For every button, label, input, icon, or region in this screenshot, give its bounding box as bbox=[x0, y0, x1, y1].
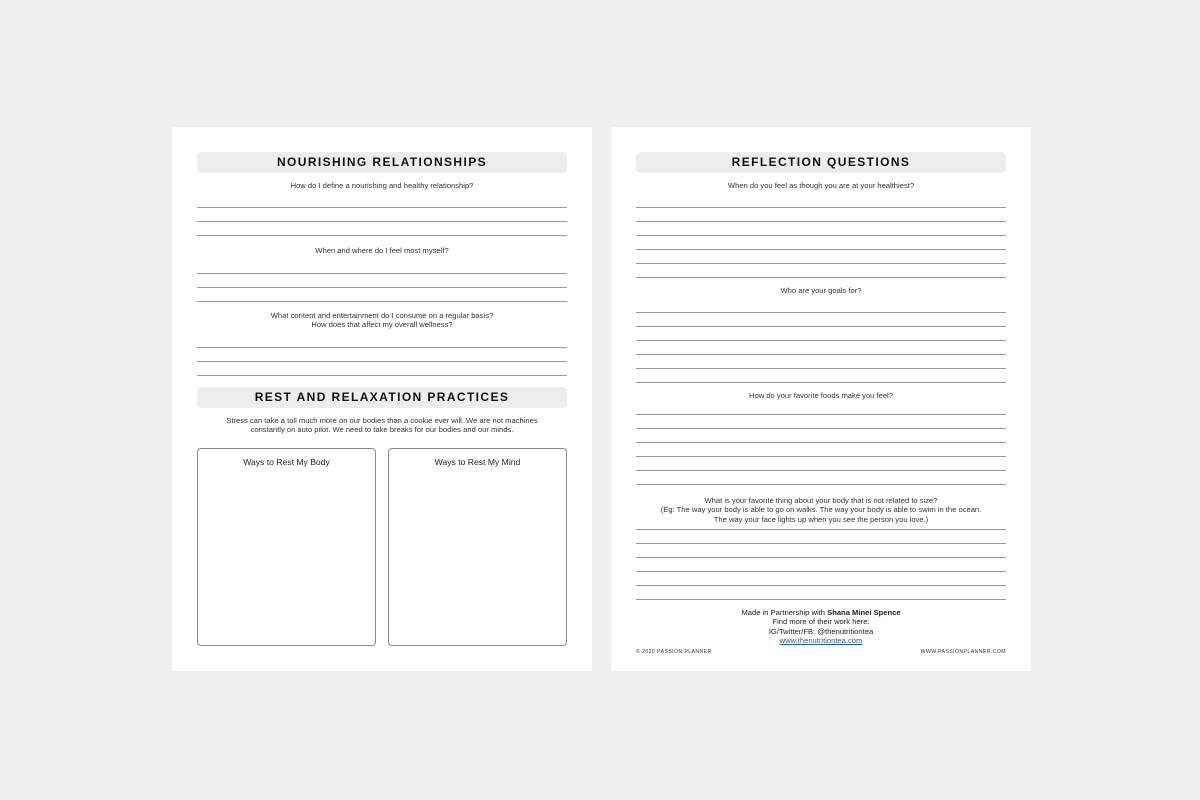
intro-line: constantly on auto pilot. We need to take breaks for our bodies and our minds. bbox=[250, 425, 514, 435]
credit-line: Find more of their work here: bbox=[772, 617, 870, 627]
writing-line[interactable] bbox=[636, 415, 1006, 429]
writing-line[interactable] bbox=[636, 264, 1006, 278]
writing-lines-q3 bbox=[197, 334, 567, 376]
right-page-content bbox=[636, 127, 1006, 671]
writing-line[interactable] bbox=[636, 355, 1006, 369]
rest-body-label: Ways to Rest My Body bbox=[243, 457, 330, 467]
social-handle: IG/Twitter/FB: @thenutritiontea bbox=[768, 626, 874, 636]
writing-line[interactable] bbox=[636, 299, 1006, 313]
writing-line[interactable] bbox=[197, 222, 567, 236]
writing-line[interactable] bbox=[636, 429, 1006, 443]
question-line: (Eg: The way your body is able to go on walks. The way your body is able to swim in the ocean. bbox=[660, 505, 982, 515]
writing-line[interactable] bbox=[197, 274, 567, 288]
writing-lines-q1 bbox=[197, 194, 567, 236]
writing-line[interactable] bbox=[197, 260, 567, 274]
question-healthiest: When do you feel as though you are at your healthiest? bbox=[727, 181, 915, 190]
rest-mind-label: Ways to Rest My Mind bbox=[434, 457, 521, 467]
writing-line[interactable] bbox=[197, 362, 567, 376]
intro-line: Stress can take a toll much more on our bodies than a cookie ever will. We are not machines bbox=[226, 416, 538, 425]
writing-line[interactable] bbox=[636, 530, 1006, 544]
question-line: What is your favorite thing about your body that is not related to size? bbox=[704, 496, 938, 505]
rest-intro-text bbox=[197, 416, 567, 435]
writing-line[interactable] bbox=[197, 348, 567, 362]
writing-line[interactable] bbox=[197, 288, 567, 302]
writing-line[interactable] bbox=[636, 194, 1006, 208]
writing-line[interactable] bbox=[636, 558, 1006, 572]
right-page bbox=[611, 127, 1031, 671]
writing-lines-r3 bbox=[636, 401, 1006, 485]
section-title-rest-relaxation: REST AND RELAXATION PRACTICES bbox=[197, 387, 567, 408]
question-line: What content and entertainment do I consume on a regular basis? bbox=[270, 311, 494, 320]
writing-line[interactable] bbox=[636, 401, 1006, 415]
website-footer: WWW.PASSIONPLANNER.COM bbox=[920, 649, 1006, 655]
writing-line[interactable] bbox=[636, 443, 1006, 457]
website-link[interactable]: www.thenutritiontea.com bbox=[779, 635, 863, 645]
writing-line[interactable] bbox=[636, 222, 1006, 236]
writing-lines-r1 bbox=[636, 194, 1006, 278]
section-title-reflection-questions: REFLECTION QUESTIONS bbox=[636, 152, 1006, 173]
writing-line[interactable] bbox=[636, 369, 1006, 383]
writing-lines-q2 bbox=[197, 260, 567, 302]
writing-lines-r4 bbox=[636, 516, 1006, 600]
left-page bbox=[172, 127, 592, 671]
writing-line[interactable] bbox=[197, 334, 567, 348]
writing-line[interactable] bbox=[636, 313, 1006, 327]
section-title-nourishing-relationships: NOURISHING RELATIONSHIPS bbox=[197, 152, 567, 173]
writing-line[interactable] bbox=[636, 208, 1006, 222]
question-line: The way your face lights up when you see the person you love.) bbox=[713, 514, 929, 524]
writing-line[interactable] bbox=[636, 327, 1006, 341]
writing-line[interactable] bbox=[636, 572, 1006, 586]
writing-line[interactable] bbox=[197, 194, 567, 208]
question-line: How does that affect my overall wellness? bbox=[311, 320, 453, 330]
writing-line[interactable] bbox=[636, 544, 1006, 558]
writing-lines-r2 bbox=[636, 299, 1006, 383]
question-goals: Who are your goals for? bbox=[780, 286, 862, 295]
left-page-content bbox=[197, 127, 567, 671]
copyright-footer: © 2020 PASSION PLANNER bbox=[636, 649, 712, 655]
writing-line[interactable] bbox=[636, 341, 1006, 355]
writing-line[interactable] bbox=[197, 208, 567, 222]
writing-line[interactable] bbox=[636, 471, 1006, 485]
writing-line[interactable] bbox=[636, 457, 1006, 471]
question-favorite-foods: How do your favorite foods make you feel? bbox=[749, 391, 893, 400]
rest-body-box[interactable] bbox=[197, 448, 376, 646]
writing-line[interactable] bbox=[636, 236, 1006, 250]
credit-line bbox=[636, 608, 1006, 617]
question-feel-most-myself: When and where do I feel most myself? bbox=[315, 246, 449, 255]
credit-prefix: Made in Partnership with bbox=[741, 608, 828, 617]
writing-line[interactable] bbox=[636, 586, 1006, 600]
question-content-entertainment bbox=[197, 311, 567, 330]
rest-mind-box[interactable] bbox=[388, 448, 567, 646]
writing-line[interactable] bbox=[636, 516, 1006, 530]
credit-author-name: Shana Minei Spence bbox=[827, 608, 901, 617]
writing-line[interactable] bbox=[636, 250, 1006, 264]
question-healthy-relationship: How do I define a nourishing and healthy relationship? bbox=[290, 181, 474, 190]
partnership-credits bbox=[636, 608, 1006, 645]
